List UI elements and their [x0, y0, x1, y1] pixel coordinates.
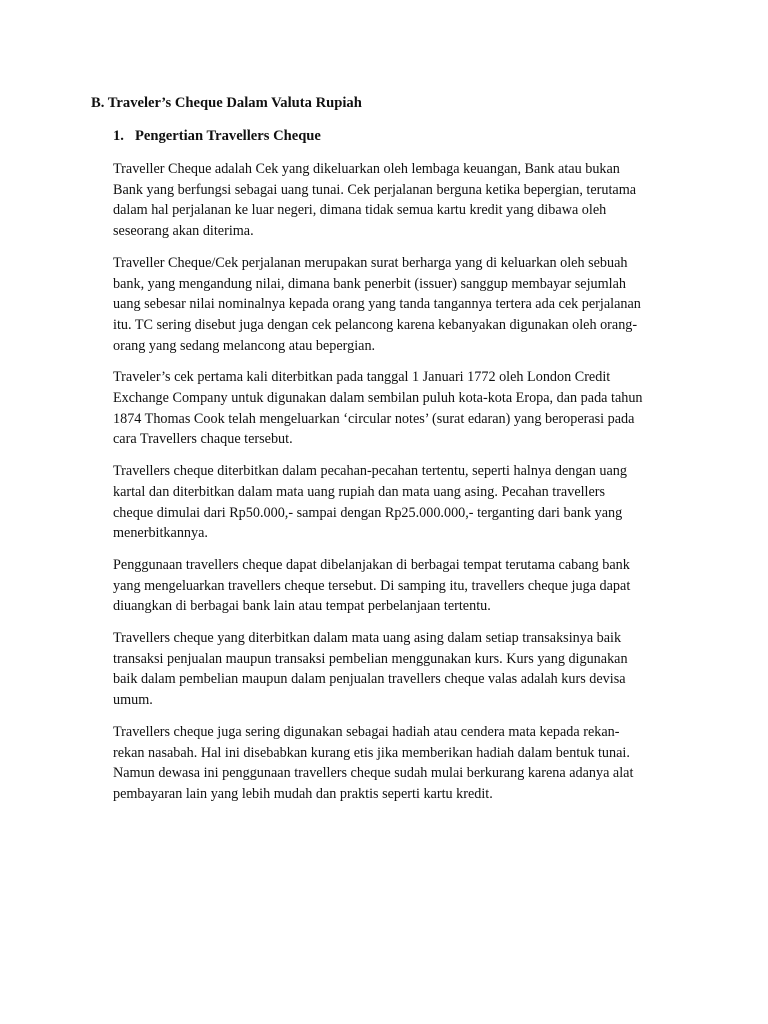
paragraph-line: diuangkan di berbagai bank lain atau tempat perbelanjaan tertentu.: [113, 598, 491, 615]
paragraph-line: Traveler’s cek pertama kali diterbitkan pada tanggal 1 Januari 1772 oleh London Credit: [113, 369, 611, 386]
paragraph: [113, 253, 683, 357]
paragraph-line: Traveller Cheque/Cek perjalanan merupakan surat berharga yang di keluarkan oleh sebuah: [113, 254, 628, 271]
section-heading: B. Traveler’s Cheque Dalam Valuta Rupiah: [91, 95, 362, 111]
paragraph-line: Bank yang berfungsi sebagai uang tunai. Cek perjalanan berguna ketika bepergian, terutama: [113, 181, 637, 198]
paragraph-line: dalam hal perjalanan ke luar negeri, dimana tidak semua kartu kredit yang dibawa oleh: [113, 202, 607, 219]
paragraph-line: pembayaran lain yang lebih mudah dan praktis seperti kartu kredit.: [113, 785, 493, 802]
paragraph-line: Traveller Cheque adalah Cek yang dikeluarkan oleh lembaga keuangan, Bank atau bukan: [113, 161, 620, 177]
paragraph: [113, 159, 683, 242]
subsection-number: 1.: [113, 128, 124, 144]
paragraph-line: orang yang sedang melancong atau bepergian.: [113, 337, 376, 354]
paragraph-line: baik dalam pembelian maupun dalam penjualan travellers cheque valas adalah kurs devisa: [113, 671, 626, 688]
paragraph-line: Travellers cheque juga sering digunakan sebagai hadiah atau cendera mata kepada rekan-: [113, 723, 620, 740]
paragraph-line: cheque dimulai dari Rp50.000,- sampai dengan Rp25.000.000,- terganting dari bank yang: [113, 504, 623, 521]
paragraph-line: transaksi penjualan maupun transaksi pembelian menggunakan kurs. Kurs yang digunakan: [113, 650, 628, 667]
paragraph: [113, 367, 683, 450]
paragraph-line: Travellers cheque diterbitkan dalam pecahan-pecahan tertentu, seperti halnya dengan uang: [113, 463, 627, 480]
subsection-heading: [113, 127, 321, 145]
paragraph-line: 1874 Thomas Cook telah mengeluarkan ‘circular notes’ (surat edaran) yang beroperasi pada: [113, 410, 635, 427]
paragraph-line: umum.: [113, 692, 153, 709]
paragraph: [113, 722, 683, 805]
paragraph-line: yang mengeluarkan travellers cheque tersebut. Di samping itu, travellers cheque juga dapat: [113, 577, 631, 594]
paragraph-line: bank, yang mengandung nilai, dimana bank penerbit (issuer) sanggup membayar sejumlah: [113, 275, 626, 292]
paragraph: [113, 628, 683, 711]
paragraph-line: uang sebesar nilai nominalnya kepada orang yang tanda tangannya tertera ada cek perjalanan: [113, 296, 641, 313]
paragraph: [113, 461, 683, 544]
paragraph-line: Penggunaan travellers cheque dapat dibelanjakan di berbagai tempat terutama cabang bank: [113, 556, 630, 573]
paragraph-line: Exchange Company untuk digunakan dalam sembilan puluh kota-kota Eropa, dan pada tahun: [113, 390, 643, 407]
paragraph-line: rekan nasabah. Hal ini disebabkan kurang etis jika memberikan hadiah dalam bentuk tunai.: [113, 744, 630, 761]
paragraph-line: menerbitkannya.: [113, 525, 208, 542]
subsection-title: Pengertian Travellers Cheque: [135, 128, 321, 144]
paragraph-line: itu. TC sering disebut juga dengan cek pelancong karena kebanyakan digunakan oleh orang-: [113, 316, 638, 333]
paragraph-line: cara Travellers chaque tersebut.: [113, 431, 293, 448]
paragraph-line: kartal dan diterbitkan dalam mata uang rupiah dan mata uang asing. Pecahan travellers: [113, 483, 606, 500]
paragraph-line: Namun dewasa ini penggunaan travellers cheque sudah mulai berkurang karena adanya alat: [113, 765, 634, 782]
paragraph: [113, 555, 683, 617]
body-text: [113, 159, 683, 816]
paragraph-line: Travellers cheque yang diterbitkan dalam mata uang asing dalam setiap transaksinya baik: [113, 630, 622, 647]
paragraph-line: seseorang akan diterima.: [113, 223, 254, 240]
